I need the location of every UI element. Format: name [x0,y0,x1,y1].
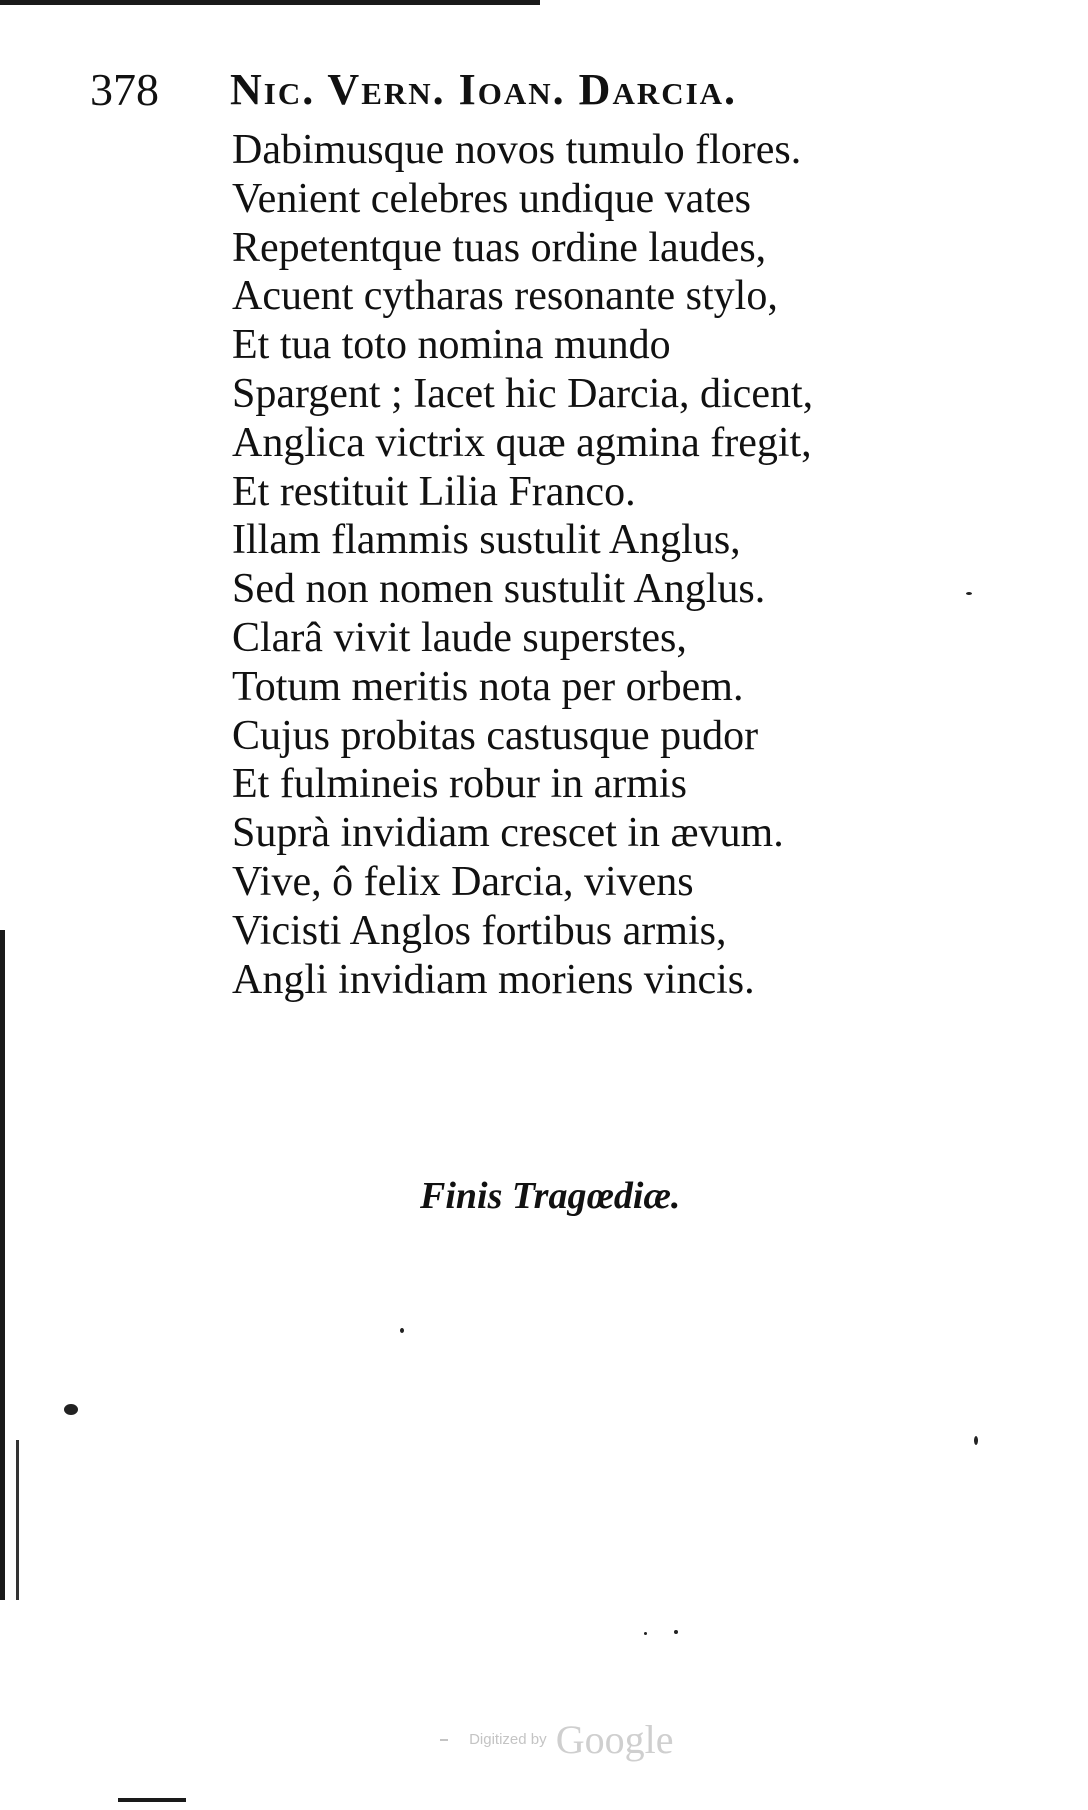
verse-line: Vicisti Anglos fortibus armis, [232,907,727,954]
scan-edge-top [0,0,540,5]
running-title: Nic. Vern. Ioan. Darcia. [230,65,738,114]
ink-speck [64,1404,78,1415]
ink-speck [400,1328,404,1333]
verse-line: Spargent ; Iacet hic Darcia, dicent, [232,370,814,417]
digitization-watermark [440,1716,674,1772]
scan-edge-left-inner [16,1440,19,1600]
verse-line: Sed non nomen sustulit Anglus. [232,566,766,613]
verse-line: Venient celebres undique vates [232,175,751,222]
verse-line: Illam flammis sustulit Anglus, [232,517,741,564]
verse-line: Cujus probitas castusque pudor [232,712,759,759]
verse-line: Et restituit Lilia Franco. [232,468,636,515]
watermark-dash [440,1739,448,1741]
watermark-prefix: Digitized by [469,1731,547,1748]
verse-line: Repetentque tuas ordine laudes, [232,224,767,271]
page-number: 378 [90,64,159,115]
verse-line: Angli invidiam moriens vincis. [232,956,755,1003]
ink-speck [674,1630,678,1634]
verse-block [232,126,872,1004]
scan-edge-bottom [118,1798,186,1802]
finis-line: Finis Tragœdiæ. [420,1175,681,1217]
verse-line: Et tua toto nomina mundo [232,322,671,369]
verse-line: Suprà invidiam crescet in ævum. [232,810,784,857]
verse-line: Acuent cytharas resonante stylo, [232,273,778,320]
ink-speck [974,1436,978,1445]
ink-speck [966,592,972,595]
watermark-brand: Google [555,1717,674,1762]
scan-edge-left [0,930,5,1600]
verse-line: Dabimusque novos tumulo flores. [232,127,802,173]
ink-speck [644,1632,647,1635]
verse-line: Et fulmineis robur in armis [232,761,687,808]
verse-line: Clarâ vivit laude superstes, [232,614,687,661]
verse-line: Vive, ô felix Darcia, vivens [232,858,694,905]
verse-line: Anglica victrix quæ agmina fregit, [232,419,812,466]
verse-line: Totum meritis nota per orbem. [232,663,744,710]
running-header [90,62,990,122]
